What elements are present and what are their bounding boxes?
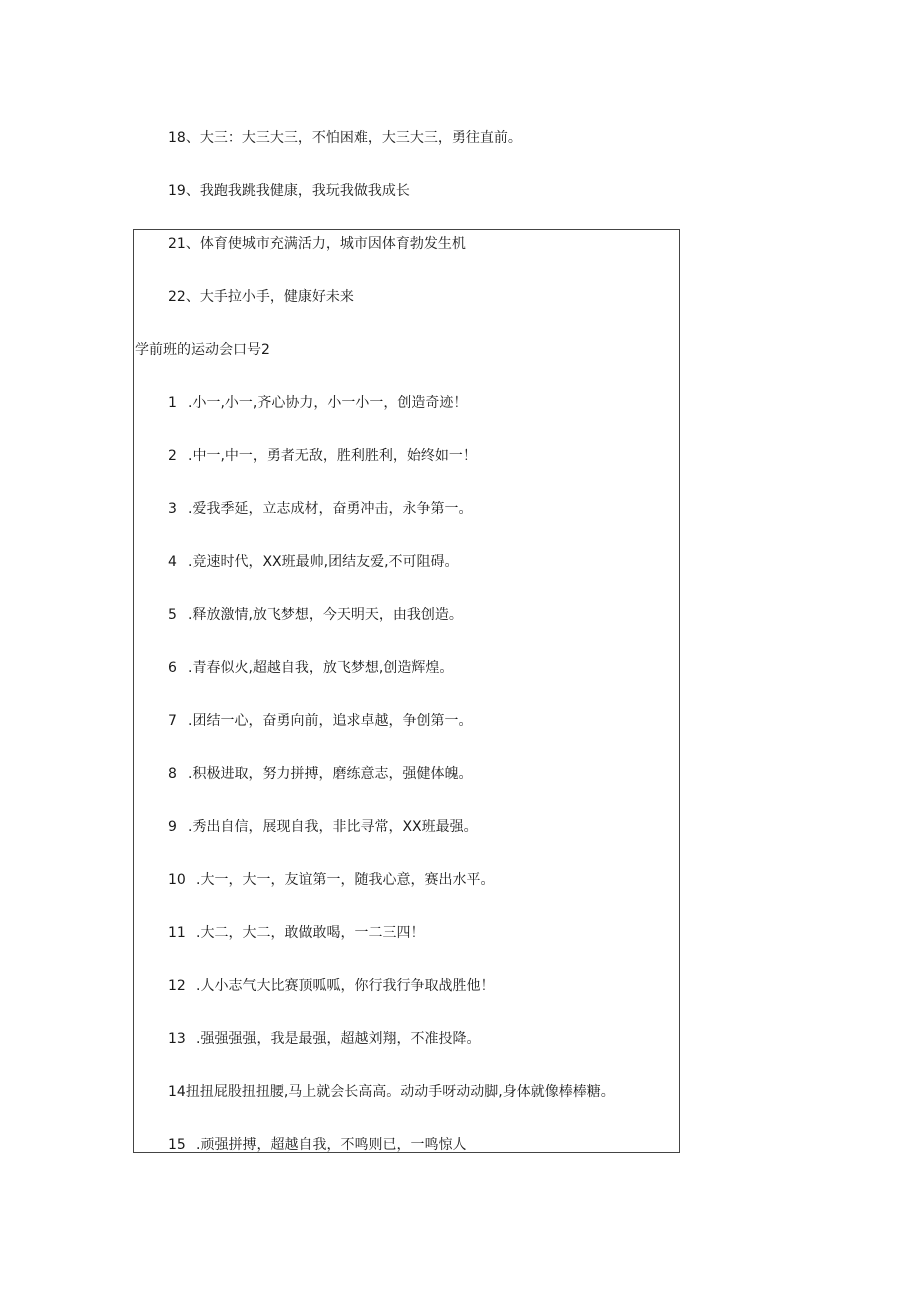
item-number: 9 — [168, 819, 177, 835]
list-item — [168, 446, 477, 466]
item-number: 15 — [168, 1137, 186, 1153]
item-number: 5 — [168, 607, 177, 623]
list-item — [168, 764, 472, 784]
list-item — [168, 817, 478, 837]
list-item — [168, 923, 424, 943]
list-item — [168, 976, 494, 996]
item-text: .积极进取，努力拼搏，磨练意志，强健体魄。 — [188, 766, 473, 782]
slogan-line-18: 18、大三：大三大三，不怕困难，大三大三，勇往直前。 — [168, 130, 522, 146]
item-number: 8 — [168, 766, 177, 782]
item-text: .秀出自信，展现自我，非比寻常，XX班最强。 — [188, 819, 478, 835]
item-text: .团结一心，奋勇向前，追求卓越，争创第一。 — [188, 713, 473, 729]
list-item — [168, 393, 467, 413]
item-text: .竞速时代，XX班最帅,团结友爱,不可阻碍。 — [188, 554, 459, 570]
list-item — [168, 1135, 466, 1155]
section-heading: 学前班的运动会口号2 — [135, 342, 270, 358]
slogan-line-22: 22、大手拉小手，健康好未来 — [168, 289, 354, 305]
item-text: .小一,小一,齐心协力，小一小一，创造奇迹！ — [188, 395, 468, 411]
list-item — [168, 1029, 480, 1049]
item-text: .大二，大二，敢做敢喝，一二三四！ — [196, 925, 425, 941]
list-item — [168, 870, 494, 890]
item-text: .强强强强，我是最强，超越刘翔，不准投降。 — [196, 1031, 481, 1047]
item-number: 4 — [168, 554, 177, 570]
item-text: .中一,中一，勇者无敌，胜利胜利，始终如一！ — [188, 448, 477, 464]
item-text: .爱我季延，立志成材，奋勇冲击，永争第一。 — [188, 501, 473, 517]
list-item — [168, 552, 459, 572]
slogan-line-19: 19、我跑我跳我健康，我玩我做我成长 — [168, 183, 410, 199]
item-number: 11 — [168, 925, 186, 941]
item-number: 12 — [168, 978, 186, 994]
item-text: .人小志气大比赛顶呱呱，你行我行争取战胜他！ — [196, 978, 495, 994]
item-number: 10 — [168, 872, 186, 888]
item-number: 7 — [168, 713, 177, 729]
bordered-frame — [133, 229, 680, 1153]
item-number: 6 — [168, 660, 177, 676]
item-number: 3 — [168, 501, 177, 517]
list-item — [168, 658, 453, 678]
item-number: 1 — [168, 395, 177, 411]
item-number: 13 — [168, 1031, 186, 1047]
item-text: .释放激情,放飞梦想，今天明天，由我创造。 — [188, 607, 463, 623]
item-text: .顽强拼搏，超越自我，不鸣则已，一鸣惊人 — [196, 1137, 467, 1153]
list-item — [168, 711, 472, 731]
slogan-line-21: 21、体育使城市充满活力，城市因体育勃发生机 — [168, 236, 466, 252]
slogan-line-14: 14扭扭屁股扭扭腰,马上就会长高高。动动手呀动动脚,身体就像棒棒糖。 — [168, 1084, 615, 1100]
item-text: .大一，大一，友谊第一，随我心意，赛出水平。 — [196, 872, 495, 888]
item-number: 2 — [168, 448, 177, 464]
list-item — [168, 499, 472, 519]
item-text: .青春似火,超越自我，放飞梦想,创造辉煌。 — [188, 660, 454, 676]
list-item — [168, 605, 463, 625]
